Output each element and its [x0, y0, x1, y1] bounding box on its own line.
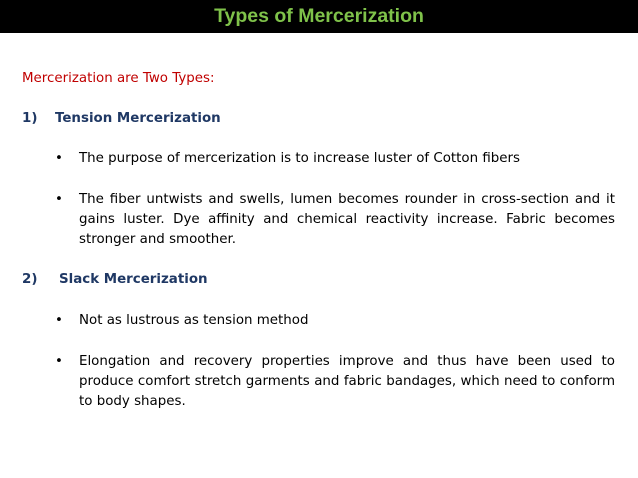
intro-text: Mercerization are Two Types: [22, 71, 215, 86]
section-1-number: 1) [22, 111, 38, 126]
section-1-heading: Tension Mercerization [55, 111, 221, 126]
bullet-marker: • [55, 192, 63, 207]
bullet-marker: • [55, 354, 63, 369]
bullet-marker: • [55, 313, 63, 328]
slide-title: Types of Mercerization [214, 5, 424, 27]
section-2-bullet-2: Elongation and recovery properties improve and thus have been used to produce comfort stretch garments and fabric bandages, which need to conform to body shapes. [79, 354, 615, 409]
section-2-number: 2) [22, 272, 38, 287]
title-bar [0, 0, 638, 33]
bullet-marker: • [55, 151, 63, 166]
section-2-bullet-1: Not as lustrous as tension method [79, 313, 309, 328]
section-1-bullet-1: The purpose of mercerization is to increase luster of Cotton fibers [79, 151, 521, 166]
section-1-bullet-2: The fiber untwists and swells, lumen becomes rounder in cross-section and it gains luster. Dye affinity and chemical reactivity increase. Fabric becomes stronger and smoother. [79, 192, 615, 247]
section-2-heading: Slack Mercerization [59, 272, 208, 287]
